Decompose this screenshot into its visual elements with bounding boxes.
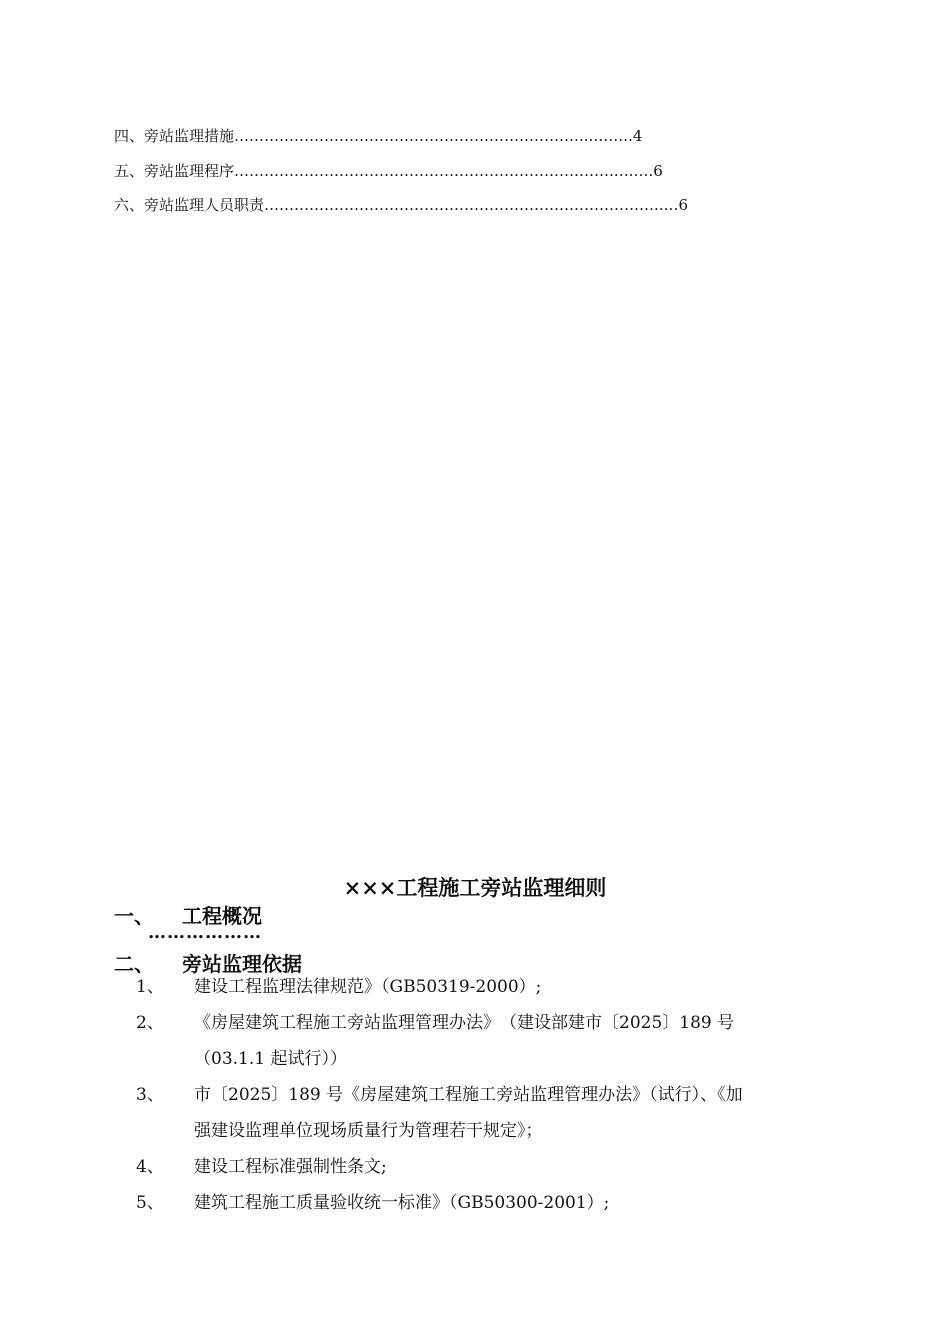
section-placeholder-dots: ……………… xyxy=(148,922,262,943)
list-item-text: 市〔2025〕189 号《房屋建筑工程施工旁站监理管理办法》（试行）、《加 xyxy=(194,1085,743,1105)
list-item-text-continued: 强建设监理单位现场质量行为管理若干规定》； xyxy=(194,1121,543,1141)
section-title: 工程概况 xyxy=(182,904,262,928)
list-item-text: 建设工程标准强制性条文; xyxy=(194,1157,387,1177)
document-title: ×××工程施工旁站监理细则 xyxy=(343,875,607,900)
list-item-text: 建筑工程施工质量验收统一标准》（GB50300-2001）; xyxy=(194,1193,610,1213)
section-title: 旁站监理依据 xyxy=(182,952,302,976)
list-item-text: 建设工程监理法律规范》（GB50319-2000）; xyxy=(194,977,542,997)
toc-entry-4[interactable]: 四、旁站监理措施……………………………………………………………...……..4 xyxy=(114,127,643,145)
toc-entry-5[interactable]: 五、旁站监理程序………………………………………………………………….….….6 xyxy=(114,162,663,180)
section-number: 二、 xyxy=(114,952,154,976)
toc-entry-6[interactable]: 六、旁站监理人员职责……………………………………………………………………..…6 xyxy=(114,196,689,214)
list-item-text: 《房屋建筑工程施工旁站监理管理办法》 （建设部建市〔2025〕189 号 xyxy=(194,1013,735,1033)
section-number: 一、 xyxy=(114,904,154,928)
section-heading-basis xyxy=(114,948,302,977)
list-item-number: 2、 xyxy=(136,1013,164,1033)
list-item-number: 5、 xyxy=(136,1193,164,1213)
list-item-text-continued: （03.1.1 起试行）） xyxy=(194,1049,347,1069)
list-item-number: 3、 xyxy=(136,1085,164,1105)
list-item-number: 4、 xyxy=(136,1157,164,1177)
list-item-number: 1、 xyxy=(136,977,164,997)
